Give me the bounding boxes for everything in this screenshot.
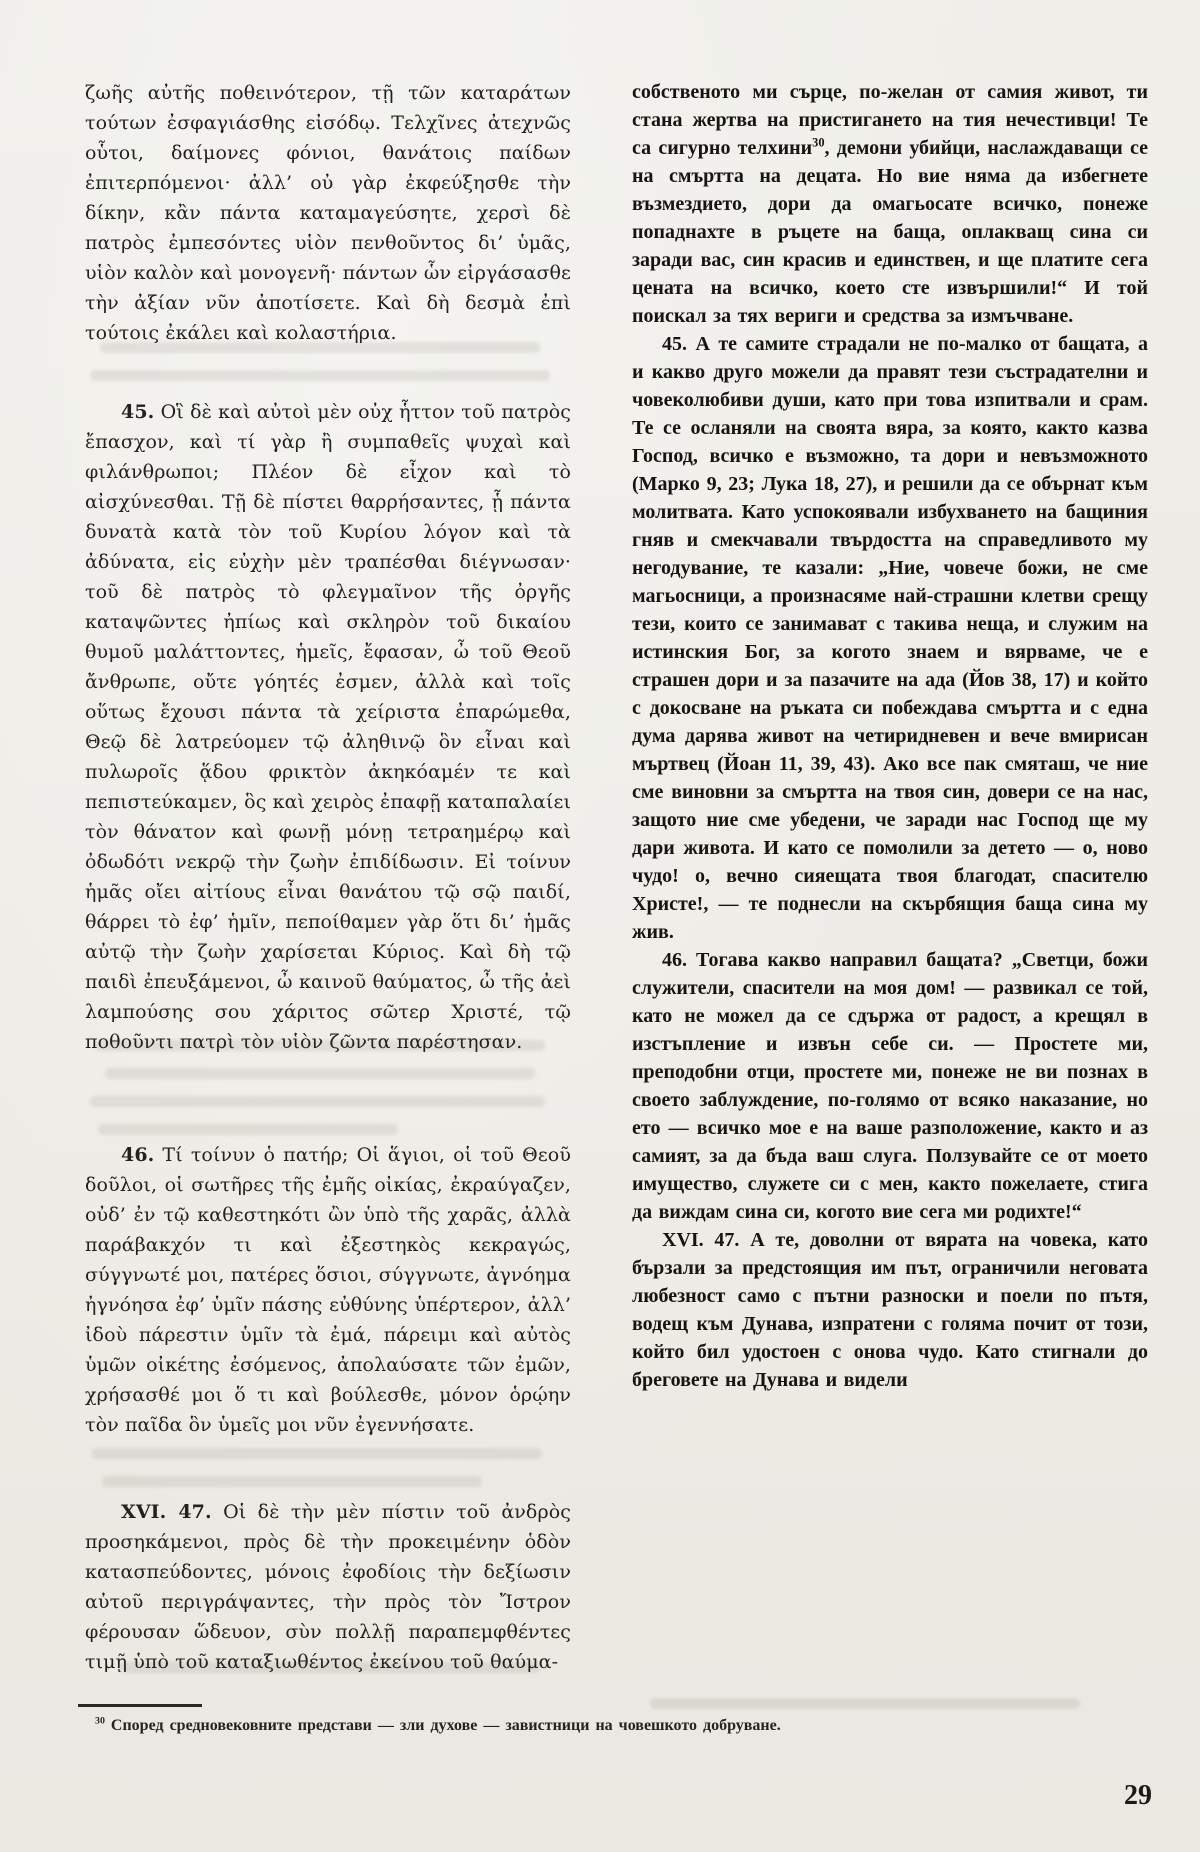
- paragraph-number: XVI. 47.: [662, 1229, 740, 1251]
- greek-text-column: [85, 78, 571, 1718]
- footnote-text: Според средновековните представи — зли духове — завистници на човешкото добруване.: [104, 1717, 781, 1734]
- bulgarian-paragraph-46: [632, 946, 1148, 1226]
- greek-paragraph-46: [85, 1140, 571, 1440]
- greek-paragraph-continuation: [85, 78, 571, 348]
- paragraph-text: Тогава какво направил бащата? „Светци, божи служители, спасители на моя дом! — развикал се той, като не можел да се сдържа от радост, а крещял в изстъпление и извън себе си. — Простете ми, преподобни отци, простете ми, понеже не ви познах в своето заблуждение, по-голямо от всяко наказание, но ето — всичко мое е на ваше разположение, както и аз самият, за да бъда ваш слуга. Ползувайте се от моето имущество, служете си с мен, както пожелаете, стига да виждам сина си, когото вие сега ми родихте!“: [632, 949, 1148, 1223]
- paragraph-text: ζωῆς αὐτῆς ποθεινότερον, τῇ τῶν καταράτων τούτων ἐσφαγιάσθης εἰσόδῳ. Τελχῖνες ἀτεχνῶς οὗτοι, δαίμονες φόνιοι, θανάτοις παίδων ἐπιτερπόμενοι· ἀλλ’ οὐ γὰρ ἐκφεύξησθε τὴν δίκην, κἂν πάντα καταμαγεύσητε, χερσὶ δὲ πατρὸς ἐμπεσόντες υἱὸν πενθοῦντος δι’ ὑμᾶς, υἱὸν καλὸν καὶ μονογενῆ· πάντων ὧν εἰργάσασθε τὴν ἀξίαν νῦν ἀποτίσετε. Καὶ δὴ δεσμὰ ἐπὶ τούτοις ἐκάλει καὶ κολαστήρια.: [85, 82, 571, 344]
- bulgarian-paragraph-continuation: [632, 78, 1148, 330]
- footnote-divider: [78, 1704, 202, 1707]
- bulgarian-paragraph-45: [632, 330, 1148, 946]
- greek-paragraph-45: [85, 397, 571, 1057]
- bulgarian-text-column: [632, 78, 1148, 1690]
- paragraph-number: 45.: [121, 401, 155, 423]
- paragraph-text: собственото ми сърце, по-желан от самия живот, ти стана жертва на пристигането на тия нечестивци! Те са сигурно телхини: [632, 81, 1148, 159]
- bulgarian-paragraph-47: [632, 1226, 1148, 1394]
- paragraph-number: 45.: [662, 333, 687, 355]
- paragraph-number: 46.: [121, 1144, 155, 1166]
- footnote: [95, 1716, 955, 1736]
- paragraph-text: Τί τοίνυν ὁ πατήρ; Οἱ ἅγιοι, οἱ τοῦ Θεοῦ δοῦλοι, οἱ σωτῆρες τῆς ἐμῆς οἰκίας, ἐκραύγαζεν, οὐδ’ ἐν τῷ καθεστηκότι ὢν ὑπὸ τῆς χαρᾶς, ἀλλὰ παράβακχόν τι καὶ ἐξεστηκὸς κεκραγώς, σύγγνωτέ μοι, πατέρες ὅσιοι, σύγγνωτε, ἀγνόημα ἠγνόησα ἐφ’ ὑμῖν πάσης εὐθύνης ὑπέρτερον, ἀλλ’ ἰδοὺ πάρεστιν ὑμῖν τὰ ἐμά, πάρειμι καὶ αὐτὸς ὑμῶν οἰκέτης ἐσόμενος, ἀπολαύσατε τῶν ἐμῶν, χρήσασθέ μοι ὅ τι καὶ βούλεσθε, μόνον ὁρῴην τὸν παῖδα ὃν ὑμεῖς μοι νῦν ἐγεννήσατε.: [85, 1144, 571, 1436]
- greek-paragraph-47: [85, 1497, 571, 1677]
- page-number: 29: [1124, 1780, 1152, 1811]
- paragraph-text: Οἱ δὲ τὴν μὲν πίστιν τοῦ ἀνδρὸς προσηκάμενοι, πρὸς δὲ τὴν προκειμένην ὁδὸν κατασπεύδοντες, μόνοις ἐφοδίοις τὴν δεξίωσιν αὐτοῦ περιγράψαντες, τὴν πρὸς τὸν Ἴστρον φέρουσαν ὥδευον, σὺν πολλῇ παραπεμφθέντες τιμῇ ὑπὸ τοῦ καταξιωθέντος ἐκείνου τοῦ θαύμα-: [85, 1501, 571, 1673]
- paragraph-text: А те, доволни от вярата на човека, като бързали за предстоящия им път, ограничили неговата любезност само с пътни разноски и поели по пътя, водещ към Дунава, изпратени с голяма почит от този, който бил удостоен с онова чудо. Като стигнали до бреговете на Дунава и видели: [632, 1229, 1148, 1391]
- footnote-marker: 30: [95, 1715, 105, 1727]
- paragraph-number: XVI. 47.: [121, 1501, 212, 1523]
- bleedthrough-artifact: [650, 1698, 1080, 1709]
- footnote-reference-marker: 30: [812, 135, 825, 150]
- paragraph-text: , демони убийци, наслаждаващи се на смъртта на децата. Но вие няма да избегнете възмездието, дори да омагьосате всичко, понеже попаднахте в ръцете на баща, оплакващ сина си заради вас, син красив и единствен, и ще платите сега цената на всичко, което сте извършили!“ И той поискал за тях вериги и средства за измъчване.: [632, 137, 1148, 327]
- paragraph-text: А те самите страдали не по-малко от бащата, а и какво друго можели да правят тези състрадателни и човеколюбиви души, като при това изпитвали и срам. Те се осланяли на своята вяра, за която, както казва Господ, всичко е възможно, та дори и невъзможното (Марко 9, 23; Лука 18, 27), и решили да се обърнат към молитвата. Като успокоявали избухването на бащиния гняв и смекчавали твърдостта на справедливото му негодувание, те казали: „Ние, човече божи, не сме магьосници, а произнасяме най-страшни клетви срещу тези, които се занимават с такива неща, и служим на истинския Бог, за когото знаем и вярваме, че е страшен дори и за пазачите на ада (Йов 38, 17) и който с докосване на ръката си побеждава смъртта и с една дума дарява живот на четиридневен и вече вмирисан мъртвец (Йоан 11, 39, 43). Ако все пак смяташ, че ние сме виновни за смъртта на твоя син, довери се на нас, защото ние сме убедени, че заради нас Господ ще му дари живота. И като се помолили за детето — о, ново чудо! о, вечно сияещата твоя благодат, спасителю Христе!, — те поднесли на скърбящия баща сина му жив.: [632, 333, 1148, 943]
- paragraph-number: 46.: [662, 949, 687, 971]
- paragraph-text: Οἳ δὲ καὶ αὐτοὶ μὲν οὐχ ἧττον τοῦ πατρὸς ἔπασχον, καὶ τί γὰρ ἢ συμπαθεῖς ψυχαὶ καὶ φιλάνθρωποι; Πλέον δὲ εἶχον καὶ τὸ αἰσχύνεσθαι. Τῇ δὲ πίστει θαρρήσαντες, ᾗ πάντα δυνατὰ κατὰ τὸν τοῦ Κυρίου λόγον καὶ τὰ ἀδύνατα, εἰς εὐχὴν μὲν τραπέσθαι διέγνωσαν· τοῦ δὲ πατρὸς τὸ φλεγμαῖνον τῆς ὀργῆς καταψῶντες ἠπίως καὶ σκληρὸν τοῦ δικαίου θυμοῦ μαλάττοντες, ἡμεῖς, ἔφασαν, ὦ τοῦ Θεοῦ ἄνθρωπε, οὔτε γόητές ἐσμεν, ἀλλὰ καὶ τοῖς οὕτως ἔχουσι πάντα τὰ χείριστα ἐπαρώμεθα, Θεῷ δὲ λατρεύομεν τῷ ἀληθινῷ ὃν εἶναι καὶ πυλωροῖς ᾅδου φρικτὸν ἀκηκόαμέν τε καὶ πεπιστεύκαμεν, ὃς καὶ χειρὸς ἐπαφῇ καταπαλαίει τὸν θάνατον καὶ φωνῇ μόνῃ τετραημέρῳ καὶ ὀδωδότι νεκρῷ τὴν ζωὴν ἐπιδίδωσιν. Εἰ τοίνυν ἡμᾶς οἴει αἰτίους εἶναι θανάτου τῷ σῷ παιδί, θάρρει τὸ ἐφ’ ἡμῖν, πεποίθαμεν γὰρ ὅτι δι’ ἡμᾶς αὐτῷ τὴν ζωὴν χαρίσεται Κύριος. Καὶ δὴ τῷ παιδὶ ἐπευξάμενοι, ὦ καινοῦ θαύματος, ὦ τῆς ἀεὶ λαμπούσης σου χάριτος σῶτερ Χριστέ, τῷ ποθοῦντι πατρὶ τὸν υἱὸν ζῶντα παρέστησαν.: [85, 401, 571, 1053]
